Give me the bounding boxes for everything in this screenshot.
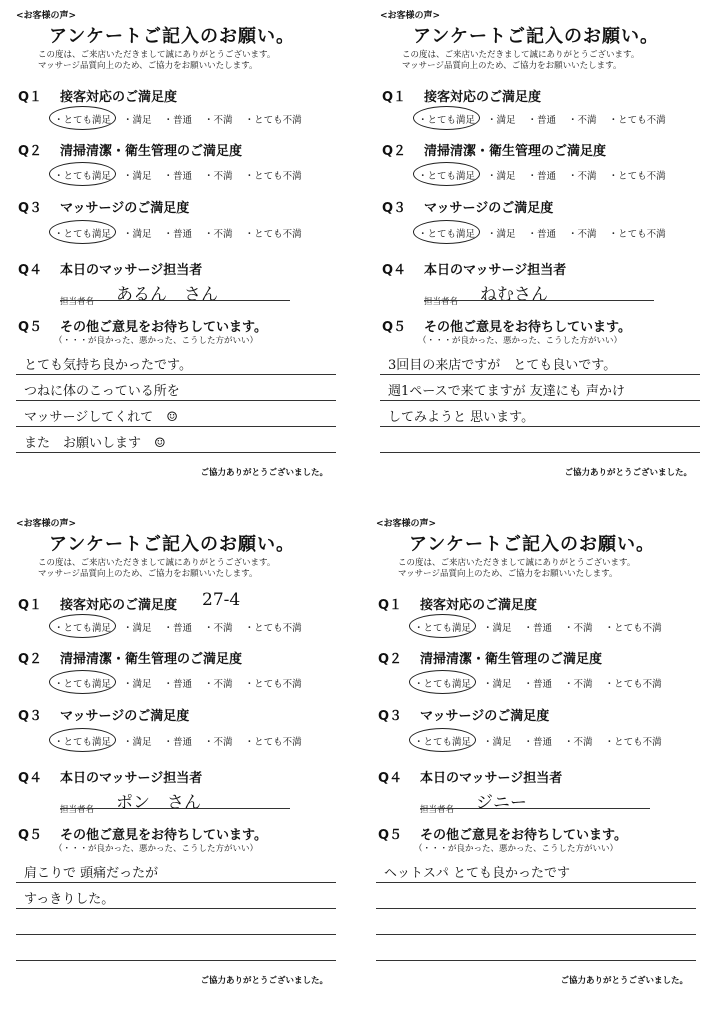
question-4	[382, 259, 566, 278]
question-2	[18, 140, 242, 159]
card-tag: <お客様の声>	[16, 519, 77, 529]
option-item: ・普通	[163, 229, 193, 240]
option-item: ・とても満足	[414, 734, 471, 748]
q3-options	[54, 734, 314, 748]
question-number: Q４	[378, 771, 403, 786]
question-text: 本日のマッサージ担当者	[60, 263, 203, 278]
option-item: ・普通	[163, 115, 193, 126]
question-number: Q３	[382, 201, 407, 216]
option-item: ・とても不満	[608, 171, 666, 182]
question-1	[18, 86, 177, 105]
question-number: Q２	[382, 144, 407, 159]
question-text: 清掃清潔・衛生管理のご満足度	[60, 652, 243, 667]
handwritten-comment: 週1ペースで来てますが 友達にも 声かけ	[388, 384, 625, 399]
question-text: 本日のマッサージ担当者	[420, 771, 563, 786]
survey-card-1	[2, 4, 342, 484]
card-title: アンケートご記入のお願い。	[409, 534, 655, 555]
thanks-text: ご協力ありがとうございました。	[564, 468, 692, 478]
question-1	[378, 594, 537, 613]
handwritten-comment: マッサージしてくれて ☺	[24, 410, 178, 425]
option-item: ・とても不満	[604, 623, 662, 634]
survey-card-2	[366, 4, 706, 484]
question-text: 接客対応のご満足度	[60, 90, 178, 105]
option-item: ・不満	[204, 623, 233, 634]
staff-name: ジニー	[476, 793, 528, 813]
question-3	[382, 197, 553, 216]
question-1	[382, 86, 541, 105]
question-3	[18, 705, 189, 724]
option-item: ・とても不満	[244, 737, 302, 748]
option-item: ・普通	[527, 171, 557, 182]
option-item: ・普通	[163, 623, 193, 634]
intro-line: マッサージ品質向上のため、ご協力をお願いいたします。	[38, 61, 258, 71]
option-item: ・とても満足	[418, 168, 475, 182]
question-text: 清掃清潔・衛生管理のご満足度	[60, 144, 243, 159]
question-number: Q３	[18, 201, 43, 216]
staff-underline	[60, 808, 290, 809]
question-1	[18, 594, 177, 613]
question-2	[378, 648, 602, 667]
thanks-text: ご協力ありがとうございました。	[200, 976, 328, 986]
question-text: 本日のマッサージ担当者	[60, 771, 203, 786]
question-3	[18, 197, 189, 216]
comment-line	[376, 934, 696, 935]
thanks-text: ご協力ありがとうございました。	[560, 976, 688, 986]
q2-options	[414, 676, 674, 690]
question-number: Q２	[18, 652, 43, 667]
option-item: ・とても満足	[414, 676, 471, 690]
question-5	[18, 316, 267, 335]
question-text: 接客対応のご満足度	[60, 598, 178, 613]
q5-hint: （・・・が良かった、悪かった、こうした方がいい）	[414, 844, 619, 854]
option-item: ・不満	[568, 171, 597, 182]
question-number: Q２	[378, 652, 403, 667]
card-title: アンケートご記入のお願い。	[413, 26, 659, 47]
comment-line	[376, 960, 696, 961]
option-item: ・不満	[204, 115, 233, 126]
question-number: Q４	[18, 263, 43, 278]
question-number: Q５	[382, 320, 407, 335]
option-item: ・不満	[204, 679, 233, 690]
option-item: ・不満	[564, 737, 593, 748]
q5-hint: （・・・が良かった、悪かった、こうした方がいい）	[54, 844, 259, 854]
question-4	[18, 767, 202, 786]
staff-name: ねむさん	[480, 285, 549, 305]
comment-line	[16, 882, 336, 883]
intro-line: この度は、ご来店いただきまして誠にありがとうございます。	[402, 50, 640, 60]
option-item: ・不満	[568, 115, 597, 126]
option-item: ・不満	[204, 737, 233, 748]
option-item: ・普通	[163, 679, 193, 690]
comment-line	[16, 374, 336, 375]
comment-line	[16, 426, 336, 427]
staff-row	[420, 792, 527, 817]
card-tag: <お客様の声>	[16, 11, 77, 21]
comment-line	[16, 908, 336, 909]
handwritten-comment: とても気持ち良かったです。	[24, 358, 192, 373]
staff-name: あるん さん	[116, 285, 219, 305]
handwritten-comment: つねに体のこっている所を	[24, 384, 180, 399]
option-item: ・とても不満	[608, 229, 666, 240]
option-item: ・満足	[123, 171, 152, 182]
survey-card-3	[2, 512, 342, 992]
question-5	[18, 824, 267, 843]
question-text: 清掃清潔・衛生管理のご満足度	[424, 144, 607, 159]
staff-underline	[60, 300, 290, 301]
question-text: 本日のマッサージ担当者	[424, 263, 567, 278]
option-item: ・とても不満	[244, 171, 302, 182]
option-item: ・とても満足	[54, 620, 111, 634]
question-2	[382, 140, 606, 159]
comment-line	[16, 452, 336, 453]
comment-line	[380, 452, 700, 453]
q1-options	[418, 112, 678, 126]
question-number: Q５	[378, 828, 403, 843]
question-text: その他ご意見をお待ちしています。	[60, 828, 267, 843]
question-number: Q１	[18, 90, 43, 105]
option-item: ・とても不満	[244, 679, 302, 690]
option-item: ・不満	[568, 229, 597, 240]
option-item: ・満足	[483, 737, 512, 748]
staff-label: 担当者名	[60, 805, 95, 815]
staff-row	[424, 284, 548, 309]
option-item: ・とても不満	[604, 737, 662, 748]
comment-line	[376, 882, 696, 883]
question-text: その他ご意見をお待ちしています。	[60, 320, 267, 335]
staff-label: 担当者名	[424, 297, 459, 307]
q2-options	[418, 168, 678, 182]
question-number: Q１	[378, 598, 403, 613]
comment-line	[380, 400, 700, 401]
question-number: Q３	[378, 709, 403, 724]
option-item: ・とても不満	[244, 623, 302, 634]
option-item: ・満足	[487, 229, 516, 240]
handwritten-comment: また お願いします ☺	[24, 436, 166, 451]
question-text: マッサージのご満足度	[420, 709, 550, 724]
q3-options	[418, 226, 678, 240]
card-intro	[398, 558, 635, 580]
option-item: ・満足	[483, 679, 512, 690]
card-title: アンケートご記入のお願い。	[49, 26, 295, 47]
thanks-text: ご協力ありがとうございました。	[200, 468, 328, 478]
handwritten-comment: してみようと 思います。	[388, 410, 535, 425]
intro-line: この度は、ご来店いただきまして誠にありがとうございます。	[398, 558, 636, 568]
question-number: Q５	[18, 828, 43, 843]
question-5	[382, 316, 631, 335]
option-item: ・とても不満	[604, 679, 662, 690]
question-text: マッサージのご満足度	[60, 201, 190, 216]
handwritten-comment: ヘットスパ とても良かったです	[384, 866, 571, 881]
question-number: Q４	[382, 263, 407, 278]
q3-options	[54, 226, 314, 240]
option-item: ・とても不満	[244, 115, 302, 126]
q2-options	[54, 676, 314, 690]
staff-row	[60, 284, 218, 309]
option-item: ・普通	[523, 679, 553, 690]
option-item: ・満足	[123, 115, 152, 126]
option-item: ・満足	[123, 679, 152, 690]
card-intro	[38, 558, 275, 580]
card-title: アンケートご記入のお願い。	[49, 534, 295, 555]
option-item: ・普通	[523, 623, 553, 634]
q2-options	[54, 168, 314, 182]
option-item: ・とても満足	[54, 226, 111, 240]
option-item: ・普通	[163, 171, 193, 182]
question-number: Q３	[18, 709, 43, 724]
comment-line	[376, 908, 696, 909]
option-item: ・とても満足	[54, 676, 111, 690]
staff-label: 担当者名	[420, 805, 455, 815]
q1-options	[414, 620, 674, 634]
question-number: Q１	[18, 598, 43, 613]
question-5	[378, 824, 627, 843]
question-text: 接客対応のご満足度	[424, 90, 542, 105]
option-item: ・普通	[163, 737, 193, 748]
q3-options	[414, 734, 674, 748]
question-4	[18, 259, 202, 278]
handwritten-comment: 肩こりで 頭痛だったが	[24, 866, 159, 881]
option-item: ・満足	[487, 115, 516, 126]
option-item: ・普通	[523, 737, 553, 748]
option-item: ・とても満足	[54, 168, 111, 182]
question-text: 接客対応のご満足度	[420, 598, 538, 613]
comment-line	[16, 400, 336, 401]
staff-underline	[420, 808, 650, 809]
intro-line: マッサージ品質向上のため、ご協力をお願いいたします。	[398, 569, 618, 579]
option-item: ・満足	[487, 171, 516, 182]
option-item: ・満足	[123, 229, 152, 240]
option-item: ・とても満足	[418, 112, 475, 126]
option-item: ・普通	[527, 229, 557, 240]
staff-underline	[424, 300, 654, 301]
q1-options	[54, 112, 314, 126]
option-item: ・不満	[204, 171, 233, 182]
q5-hint: （・・・が良かった、悪かった、こうした方がいい）	[54, 336, 259, 346]
comment-line	[16, 934, 336, 935]
intro-line: この度は、ご来店いただきまして誠にありがとうございます。	[38, 50, 276, 60]
question-4	[378, 767, 562, 786]
handwritten-note: 27-4	[202, 590, 241, 610]
q5-hint: （・・・が良かった、悪かった、こうした方がいい）	[418, 336, 623, 346]
option-item: ・とても満足	[414, 620, 471, 634]
staff-row	[60, 792, 201, 817]
option-item: ・普通	[527, 115, 557, 126]
handwritten-comment: すっきりした。	[24, 892, 115, 907]
option-item: ・満足	[483, 623, 512, 634]
staff-name: ポン さん	[116, 793, 202, 813]
comment-line	[16, 960, 336, 961]
option-item: ・満足	[123, 737, 152, 748]
option-item: ・不満	[564, 623, 593, 634]
question-number: Q４	[18, 771, 43, 786]
question-text: マッサージのご満足度	[60, 709, 190, 724]
option-item: ・不満	[204, 229, 233, 240]
intro-line: この度は、ご来店いただきまして誠にありがとうございます。	[38, 558, 276, 568]
option-item: ・満足	[123, 623, 152, 634]
q1-options	[54, 620, 314, 634]
question-text: その他ご意見をお待ちしています。	[424, 320, 631, 335]
option-item: ・とても不満	[244, 229, 302, 240]
option-item: ・とても満足	[418, 226, 475, 240]
card-tag: <お客様の声>	[380, 11, 441, 21]
survey-card-4	[362, 512, 702, 992]
card-intro	[38, 50, 275, 72]
comment-line	[380, 374, 700, 375]
question-text: 清掃清潔・衛生管理のご満足度	[420, 652, 603, 667]
question-3	[378, 705, 549, 724]
option-item: ・とても不満	[608, 115, 666, 126]
intro-line: マッサージ品質向上のため、ご協力をお願いいたします。	[38, 569, 258, 579]
question-text: その他ご意見をお待ちしています。	[420, 828, 627, 843]
question-text: マッサージのご満足度	[424, 201, 554, 216]
question-number: Q２	[18, 144, 43, 159]
handwritten-comment: 3回目の来店ですが とても良いです。	[388, 358, 617, 373]
staff-label: 担当者名	[60, 297, 95, 307]
comment-line	[380, 426, 700, 427]
option-item: ・とても満足	[54, 112, 111, 126]
card-tag: <お客様の声>	[376, 519, 437, 529]
question-number: Q５	[18, 320, 43, 335]
question-number: Q１	[382, 90, 407, 105]
option-item: ・とても満足	[54, 734, 111, 748]
card-intro	[402, 50, 639, 72]
intro-line: マッサージ品質向上のため、ご協力をお願いいたします。	[402, 61, 622, 71]
option-item: ・不満	[564, 679, 593, 690]
question-2	[18, 648, 242, 667]
